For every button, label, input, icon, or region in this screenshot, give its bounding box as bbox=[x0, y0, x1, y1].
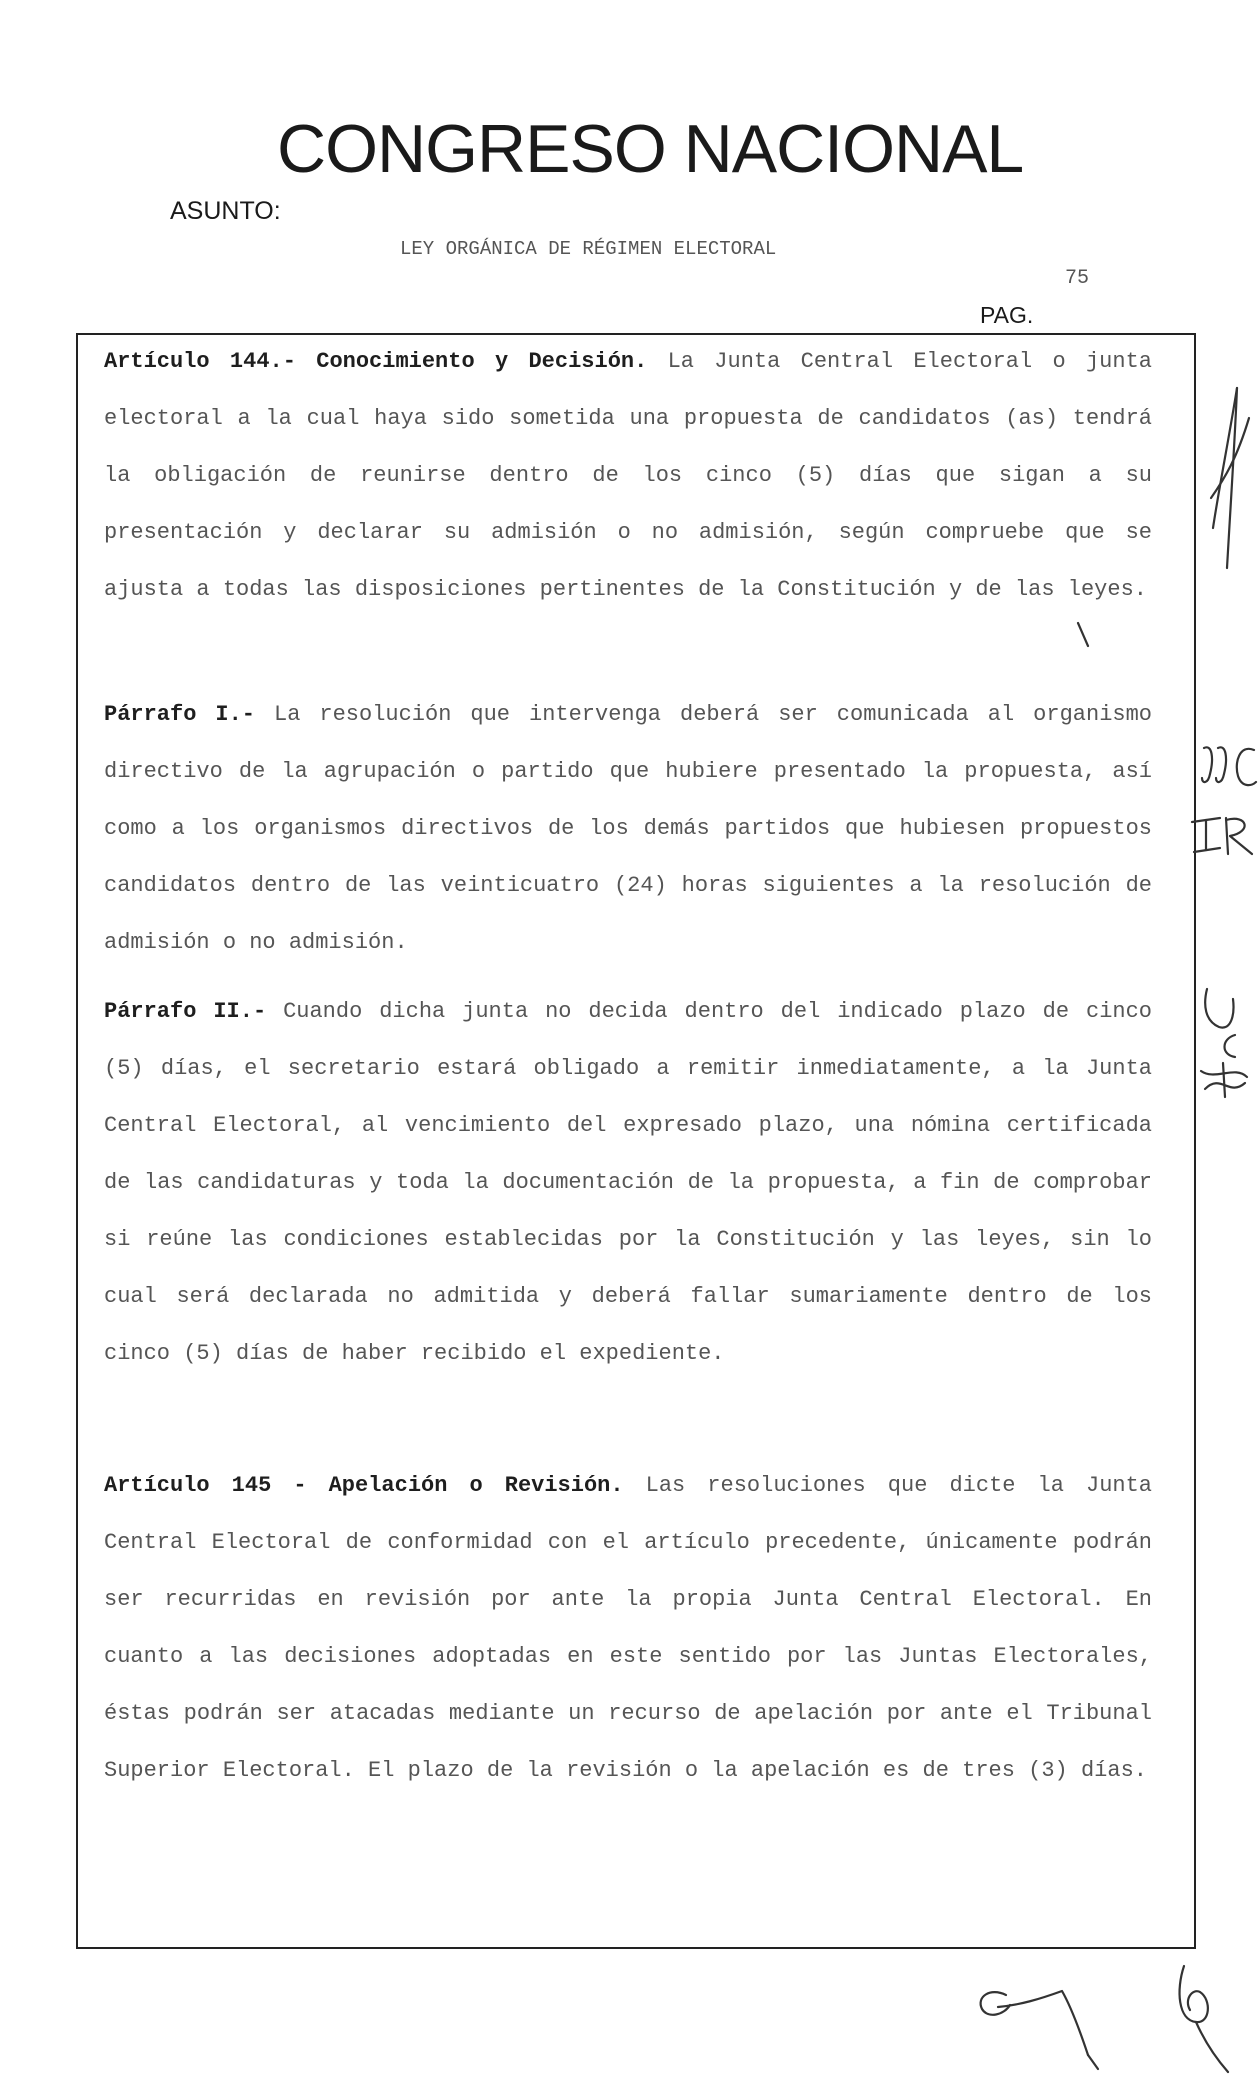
asunto-value: LEY ORGÁNICA DE RÉGIMEN ELECTORAL bbox=[400, 238, 777, 260]
page-number: 75 bbox=[1065, 267, 1090, 290]
signature-bottom-left bbox=[970, 1965, 1130, 2075]
asunto-label: ASUNTO: bbox=[170, 197, 281, 225]
signature-mark-margin bbox=[1195, 985, 1255, 1105]
article-145-text: Las resoluciones que dicte la Junta Central Electoral de conformidad con el artículo precedente, únicamente podrán ser recurridas en revisión por ante la propia Junta Central Electoral. En cuanto a las decisiones adoptadas en este sentido por las Juntas Electorales, éstas podrán ser atacadas mediante un recurso de apelación por ante el Tribunal Superior Electoral. El plazo de la revisión o la apelación es de tres (3) días. bbox=[104, 1473, 1153, 1783]
paragraph-i-heading: Párrafo I.- bbox=[104, 702, 256, 727]
initials-jjc bbox=[1200, 738, 1258, 796]
article-145-heading: Artículo 145 - Apelación o Revisión. bbox=[104, 1473, 624, 1498]
paragraph-ii bbox=[104, 983, 1152, 1382]
article-144 bbox=[104, 333, 1152, 618]
paragraph-ii-heading: Párrafo II.- bbox=[104, 999, 267, 1024]
tick-mark bbox=[1075, 620, 1091, 650]
paragraph-i-text: La resolución que intervenga deberá ser comunicada al organismo directivo de la agrupación o partido que hubiere presentado la propuesta, así como a los organismos directivos de los demás partidos que hubiesen propuestos candidatos dentro de las veinticuatro (24) horas siguientes a la resolución de admisión o no admisión. bbox=[104, 702, 1152, 955]
initials-ir bbox=[1190, 810, 1256, 860]
header-title: CONGRESO NACIONAL bbox=[277, 111, 1024, 187]
pag-label: PAG. bbox=[980, 302, 1034, 328]
article-144-heading: Artículo 144.- Conocimiento y Decisión. bbox=[104, 349, 648, 374]
paragraph-ii-text: Cuando dicha junta no decida dentro del indicado plazo de cinco (5) días, el secretario estará obligado a remitir inmediatamente, a la Junta Central Electoral, al vencimiento del expresado plazo, una nómina certificada de las candidaturas y toda la documentación de la propuesta, a fin de comprobar si reúne las condiciones establecidas por la Constitución y las leyes, sin lo cual será declarada no admitida y deberá fallar sumariamente dentro de los cinco (5) días de haber recibido el expediente. bbox=[104, 999, 1152, 1366]
article-145 bbox=[104, 1457, 1152, 1799]
signature-bottom-right bbox=[1170, 1960, 1250, 2080]
article-144-text: La Junta Central Electoral o junta electoral a la cual haya sido sometida una propuesta de candidatos (as) tendrá la obligación de reunirse dentro de los cinco (5) días que sigan a su presentación y declarar su admisión o no admisión, según compruebe que se ajusta a todas las disposiciones pertinentes de la Constitución y de las leyes. bbox=[104, 349, 1152, 602]
paragraph-i bbox=[104, 686, 1152, 971]
signature-mark-top bbox=[1205, 378, 1255, 578]
